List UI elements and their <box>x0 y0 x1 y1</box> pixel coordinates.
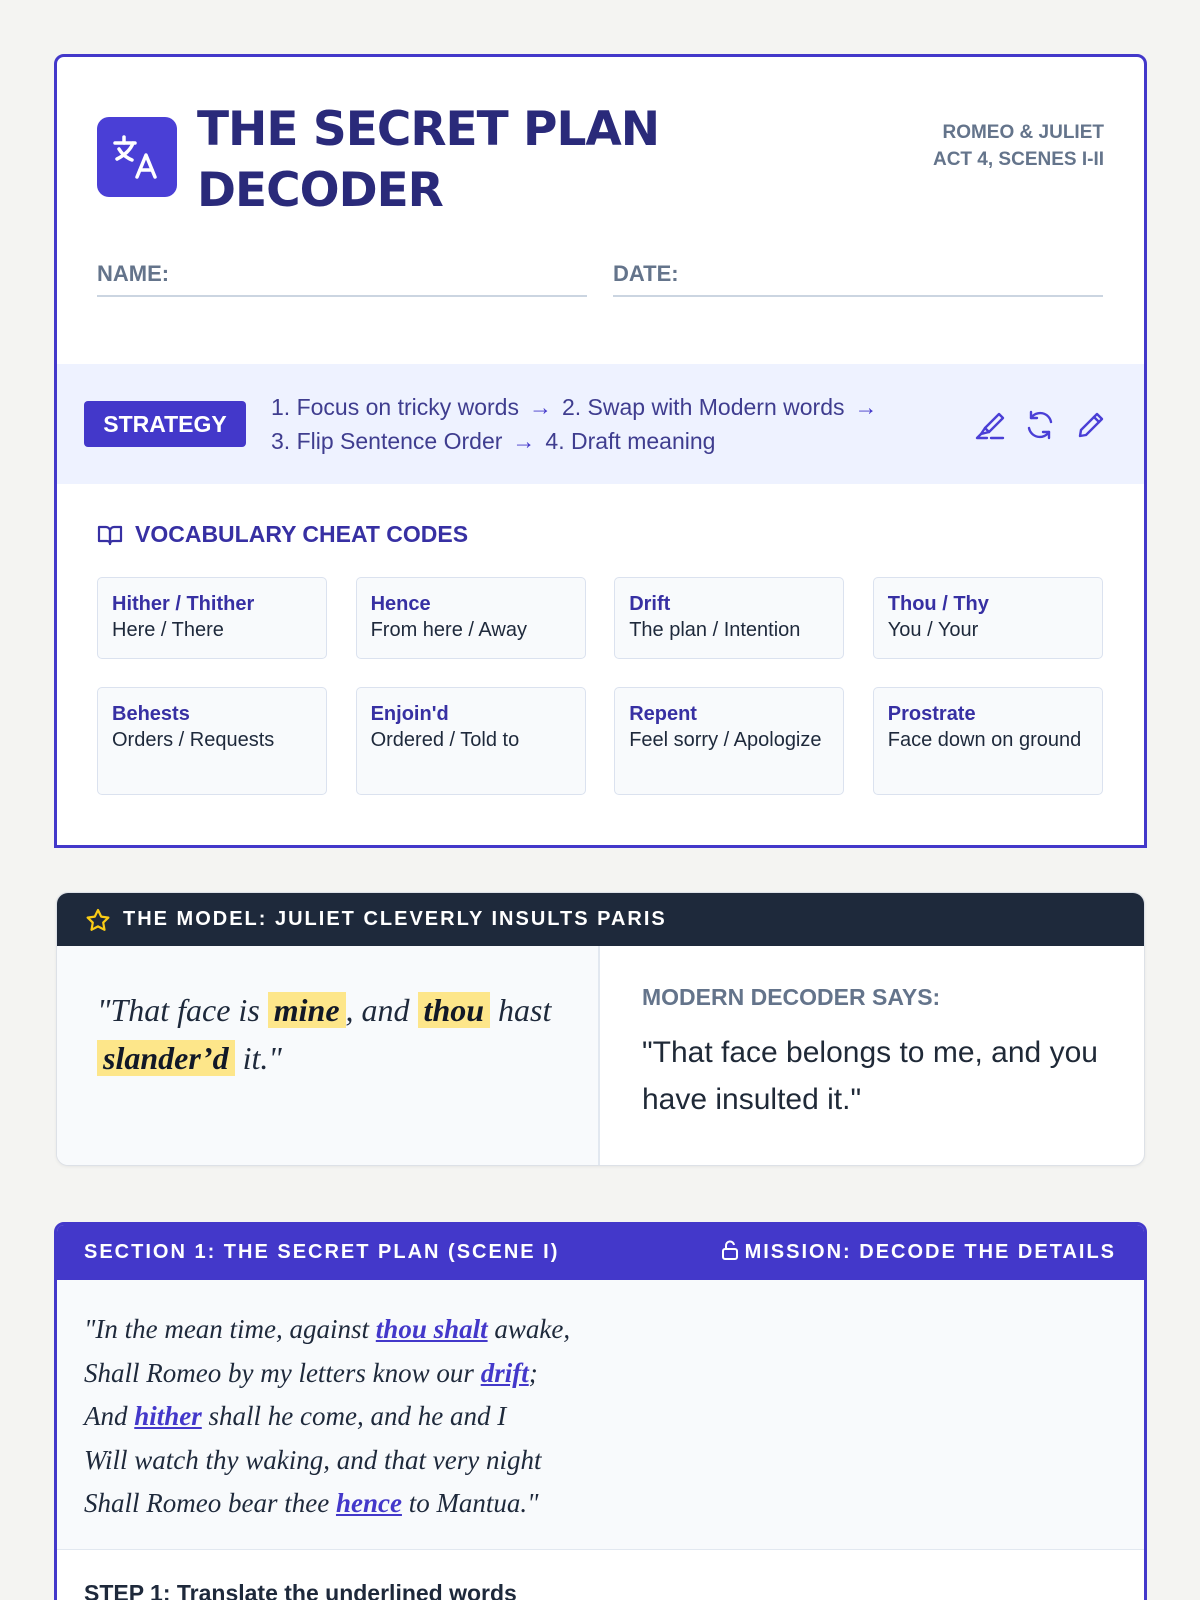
passage-text: shall he come, and he and I <box>201 1401 507 1431</box>
vocab-card <box>873 687 1103 795</box>
passage-line <box>84 1439 1117 1483</box>
worksheet-header-card <box>54 54 1147 848</box>
pencil-icon <box>1074 408 1108 442</box>
step-1-instruction: STEP 1: Translate the underlined words <box>84 1580 517 1600</box>
vocabulary-heading-label: VOCABULARY CHEAT CODES <box>135 521 469 547</box>
scene-passage <box>57 1280 1144 1550</box>
book-icon <box>97 524 123 546</box>
arrow-right-icon: → <box>854 394 878 420</box>
arrow-right-icon: → <box>512 428 536 454</box>
vocab-definition: Feel sorry / Apologize <box>629 729 822 751</box>
section-1-title: SECTION 1: THE SECRET PLAN (SCENE I) <box>84 1241 560 1263</box>
quote-text: "That face is <box>97 992 268 1028</box>
translate-icon <box>97 117 177 197</box>
refresh-icon <box>1023 408 1057 442</box>
vocab-card <box>97 577 327 659</box>
passage-text: ; <box>528 1357 538 1388</box>
vocab-definition: From here / Away <box>370 619 527 641</box>
date-field[interactable] <box>613 261 1103 297</box>
underlined-keyword: thou shalt <box>375 1314 488 1344</box>
section-1-heading <box>57 1225 1144 1280</box>
passage-text: Shall Romeo bear thee <box>84 1488 336 1518</box>
arrow-right-icon: → <box>528 394 552 420</box>
vocab-definition: The plan / Intention <box>629 619 801 641</box>
vocab-card <box>97 687 327 795</box>
highlighted-word: slander’d <box>97 1040 235 1076</box>
play-reference: ROMEO & JULIET ACT 4, SCENES I-II <box>932 122 1104 170</box>
vocab-card <box>614 577 844 659</box>
strategy-step-3: 3. Flip Sentence Order <box>271 428 503 454</box>
page-title: THE SECRET PLAN DECODER <box>197 102 660 218</box>
quote-text: hast <box>490 992 552 1028</box>
strategy-step-4: 4. Draft meaning <box>545 428 716 454</box>
passage-text: "In the mean time, against <box>84 1314 376 1344</box>
vocab-term: Hence <box>370 593 431 615</box>
passage-text: Shall Romeo by my letters know our <box>84 1357 481 1388</box>
model-heading <box>57 893 1144 946</box>
passage-line <box>84 1352 1117 1396</box>
model-example-card <box>56 892 1145 1166</box>
quote-text: it." <box>234 1040 282 1076</box>
passage-text: Will watch thy waking, and that very night <box>84 1444 542 1475</box>
vocab-definition: You / Your <box>887 619 979 641</box>
name-field[interactable] <box>97 261 587 297</box>
passage-line <box>84 1482 1117 1526</box>
strategy-tool-icons <box>973 408 1120 447</box>
vocab-term: Drift <box>629 593 671 615</box>
vocab-card <box>356 687 586 795</box>
passage-text: awake, <box>487 1314 571 1344</box>
vocab-term: Prostrate <box>887 703 976 725</box>
section-1-card <box>54 1222 1147 1600</box>
vocab-card <box>873 577 1103 659</box>
modern-translation <box>602 946 1145 1166</box>
date-label: DATE: <box>613 261 679 286</box>
vocab-term: Thou / Thy <box>887 593 989 615</box>
vocab-definition: Here / There <box>112 619 224 641</box>
strategy-steps <box>271 390 951 458</box>
decoder-text: "That face belongs to me, and you have insulted it." <box>642 1036 1098 1116</box>
vocab-term: Repent <box>629 703 697 725</box>
strategy-step-2: 2. Swap with Modern words <box>561 394 845 420</box>
highlighted-word: thou <box>418 992 490 1028</box>
vocab-definition: Orders / Requests <box>112 729 275 751</box>
underlined-keyword: drift <box>480 1357 529 1388</box>
underlined-keyword: hither <box>134 1401 202 1431</box>
passage-text: to Mantua." <box>401 1488 539 1518</box>
passage-line <box>84 1308 1117 1352</box>
strategy-badge: STRATEGY <box>84 401 246 447</box>
strategy-bar <box>57 364 1144 484</box>
vocab-term: Behests <box>112 703 190 725</box>
underlined-keyword: hence <box>335 1488 402 1518</box>
name-label: NAME: <box>97 261 170 286</box>
vocabulary-grid <box>97 577 1103 795</box>
quote-text: , and <box>345 992 418 1028</box>
vocab-definition: Face down on ground <box>887 729 1082 751</box>
vocabulary-heading <box>97 519 468 549</box>
mission-label <box>721 1225 1116 1280</box>
vocab-card <box>614 687 844 795</box>
highlighted-word: mine <box>268 992 346 1028</box>
star-icon <box>85 908 111 932</box>
original-quote <box>57 946 600 1166</box>
highlighter-icon <box>973 408 1007 442</box>
model-heading-label: THE MODEL: JULIET CLEVERLY INSULTS PARIS <box>123 908 667 930</box>
passage-text: And <box>84 1401 135 1431</box>
vocab-card <box>356 577 586 659</box>
lock-open-icon <box>721 1240 739 1260</box>
passage-line <box>84 1395 1117 1439</box>
vocab-term: Hither / Thither <box>112 593 255 615</box>
vocab-term: Enjoin'd <box>370 703 449 725</box>
mission-text: MISSION: DECODE THE DETAILS <box>744 1241 1116 1263</box>
decoder-label: MODERN DECODER SAYS: <box>642 984 941 1010</box>
strategy-step-1: 1. Focus on tricky words <box>271 394 519 420</box>
vocab-definition: Ordered / Told to <box>370 729 520 751</box>
